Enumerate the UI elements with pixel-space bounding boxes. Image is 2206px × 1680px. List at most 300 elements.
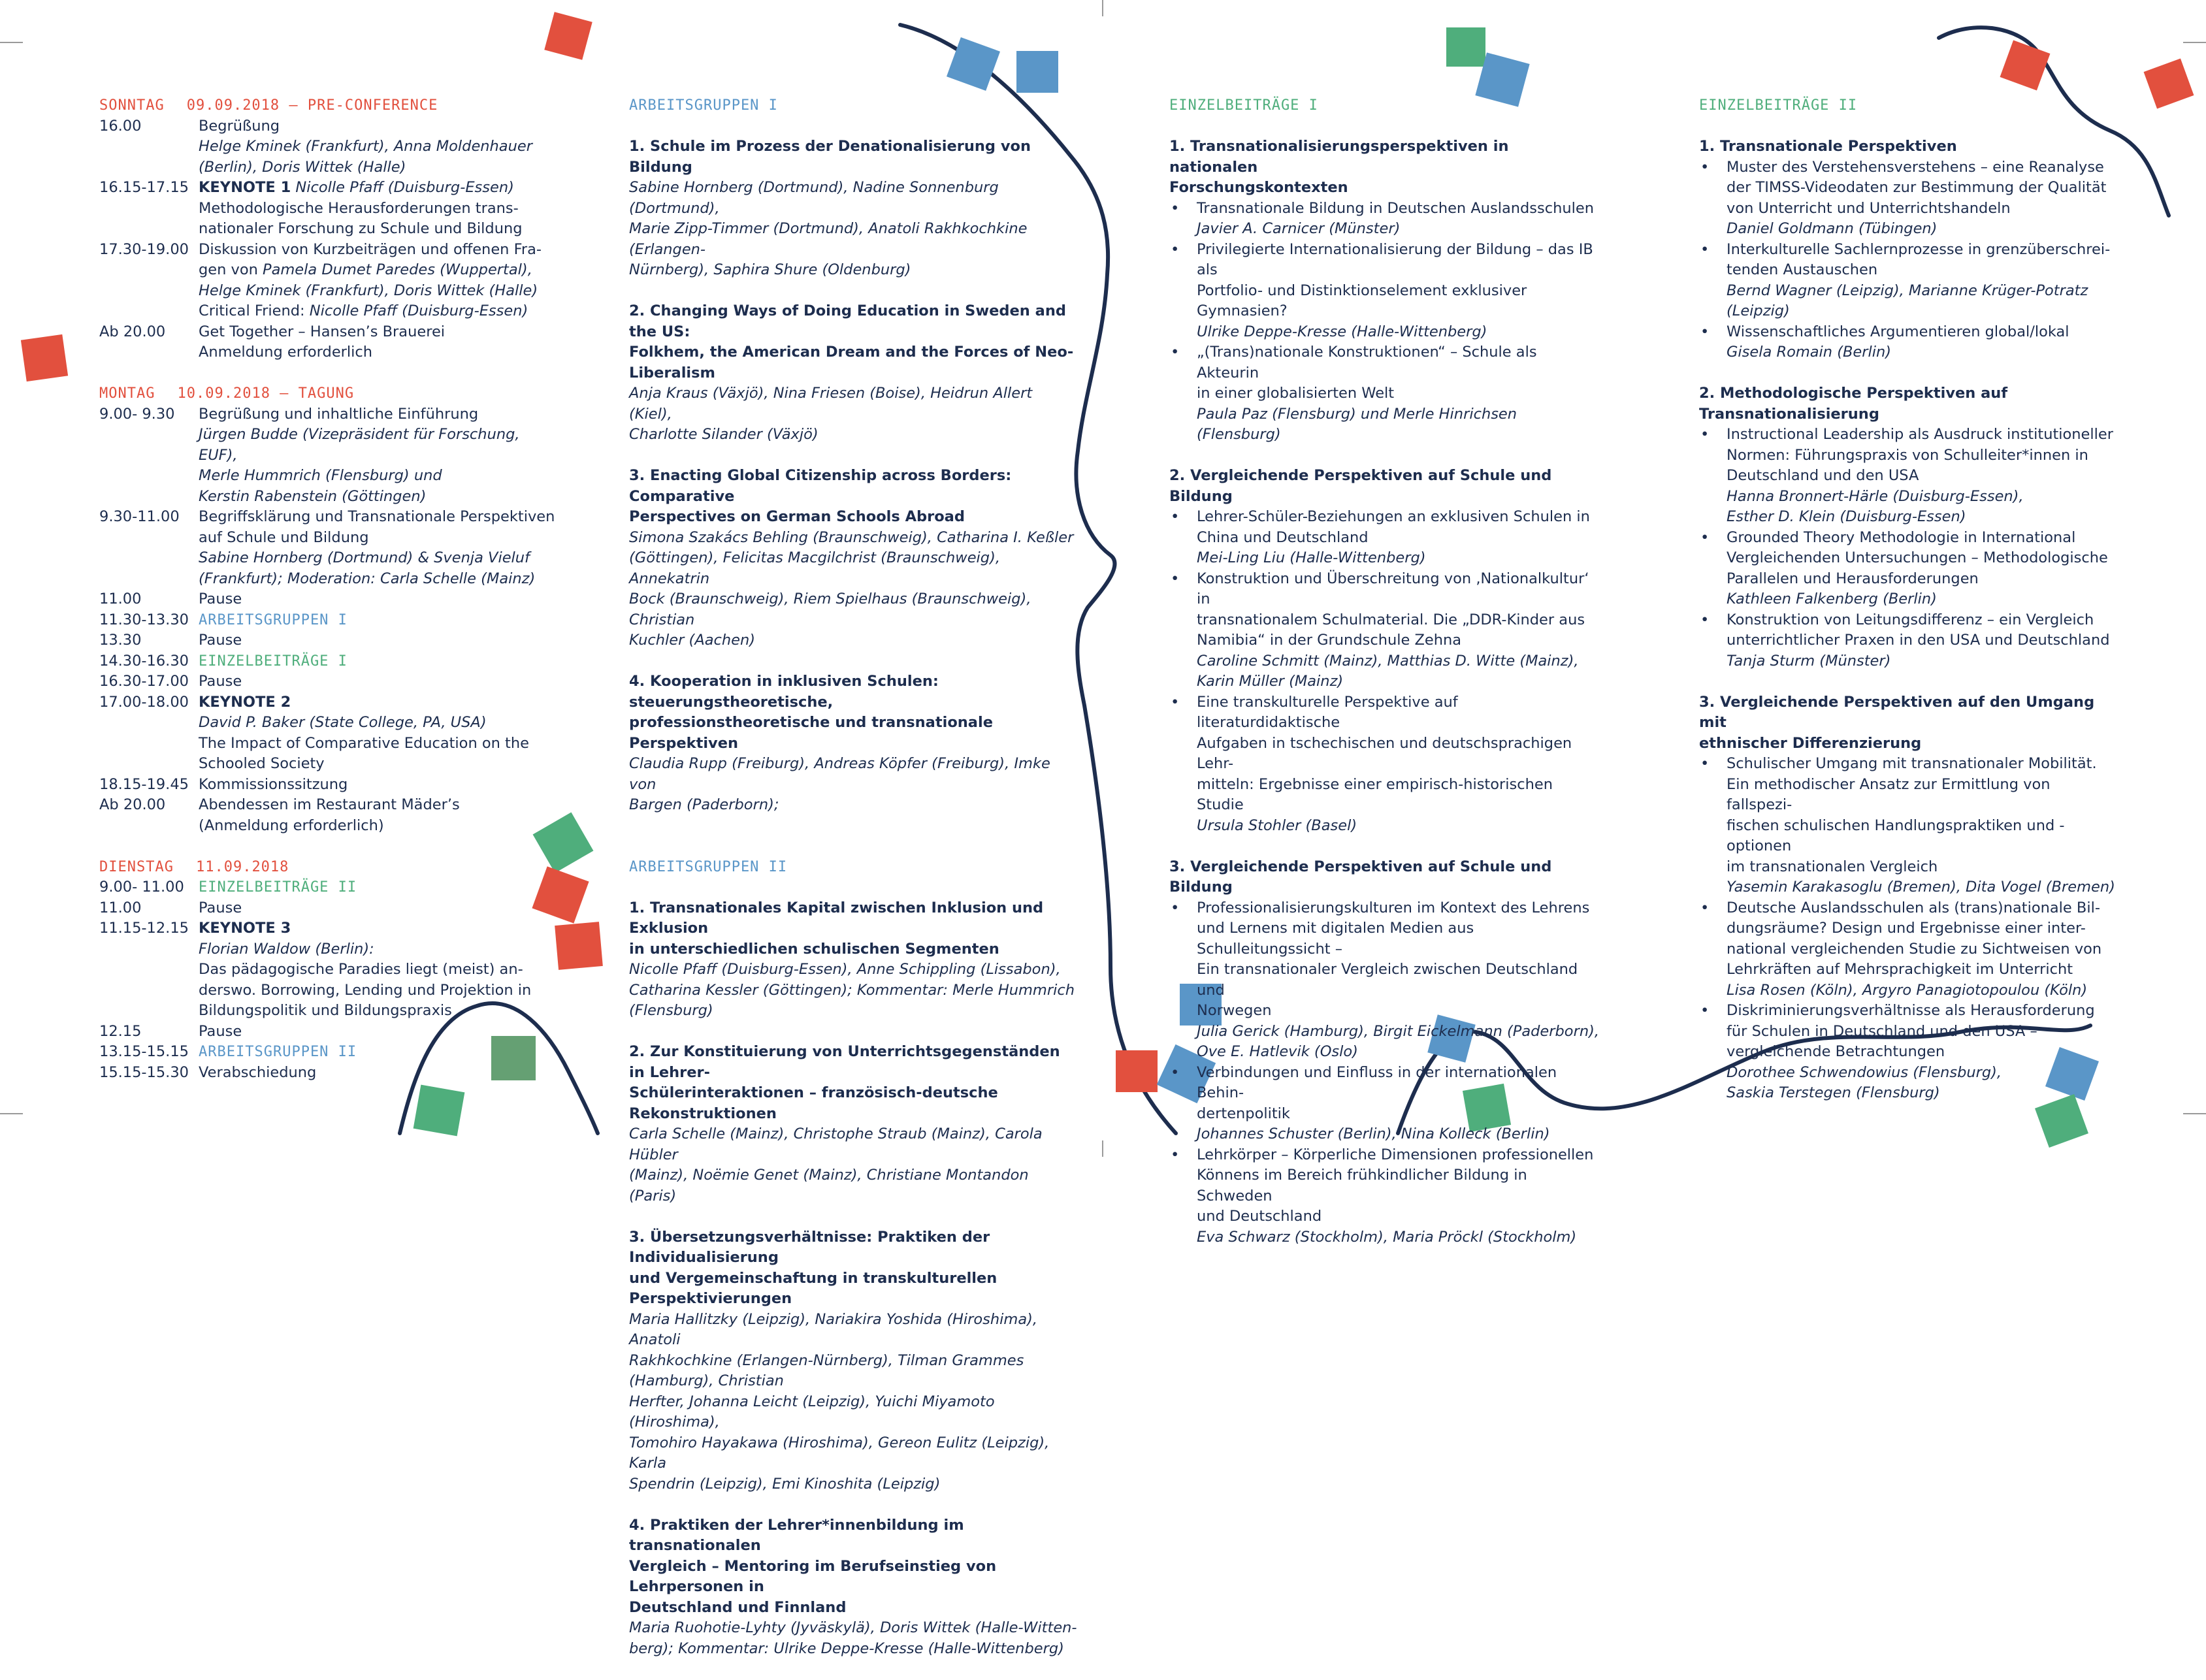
workgroup-authors: Marie Zipp-Timmer (Dortmund), Anatoli Rakhkochkine (Erlangen-: [629, 220, 1028, 258]
schedule-time: 13.15-15.15: [99, 1043, 189, 1060]
schedule-body: [199, 589, 557, 610]
workgroup-item: [629, 301, 1080, 445]
contribution-authors: Ursula Stohler (Basel): [1197, 816, 1357, 834]
schedule-row: [99, 322, 557, 363]
line-tail: Pamela Dumet Paredes (Wuppertal),: [263, 261, 532, 278]
line-text: gen von: [199, 261, 263, 278]
schedule-line: [199, 877, 557, 898]
schedule-row: [99, 507, 557, 589]
schedule-line: [199, 157, 557, 178]
contribution-title: • Konstruktion und Überschreitung von ‚Nationalkultur‘ in: [1197, 570, 1589, 607]
line-tail: Nicolle Pfaff (Duisburg-Essen): [291, 179, 514, 196]
schedule-row: [99, 692, 557, 775]
workgroup-title: 2. Changing Ways of Doing Education in Sweden and the US:: [629, 302, 1066, 340]
contribution-title: und Deutschland: [1197, 1208, 1322, 1225]
line-tail: Nicolle Pfaff (Duisburg-Essen): [309, 302, 528, 319]
workgroup-item: [629, 1515, 1080, 1660]
schedule-row: [99, 795, 557, 836]
line-text: ARBEITSGRUPPEN II: [199, 1044, 357, 1060]
line-text: Helge Kminek (Frankfurt), Doris Wittek (Halle): [199, 282, 538, 299]
schedule-body: [199, 775, 557, 796]
section-title: 2. Methodologische Perspektiven auf: [1699, 385, 2008, 402]
schedule-line: [199, 404, 557, 425]
contribution-title: • Schulischer Umgang mit transnationaler Mobilität.: [1727, 755, 2097, 772]
contribution-title: • Verbindungen und Einfluss in der internationalen Behin-: [1197, 1063, 1557, 1101]
schedule-row: [99, 630, 557, 651]
contribution-item: [1699, 610, 2117, 672]
schedule-line: [199, 199, 557, 219]
workgroup-authors: Bargen (Paderborn);: [629, 796, 779, 813]
line-text: (Anmeldung erforderlich): [199, 816, 384, 834]
contribution-title: • Lehrkörper – Körperliche Dimensionen professionellen: [1197, 1146, 1594, 1163]
contribution-authors: Johannes Schuster (Berlin), Nina Kolleck (Berlin): [1197, 1125, 1550, 1142]
contribution-title: • Wissenschaftliches Argumentieren global/lokal: [1727, 323, 2069, 340]
contribution-item: [1169, 240, 1600, 343]
contribution-title: der TIMSS-Videodaten zur Bestimmung der Qualität: [1727, 179, 2107, 196]
contribution-list: [1699, 754, 2117, 1104]
contribution-title: Parallelen und Herausforderungen: [1727, 570, 1979, 587]
contribution-title: • Muster des Verstehensverstehens – eine Reanalyse: [1727, 158, 2104, 176]
spacer: [99, 363, 557, 384]
schedule-line: [199, 630, 557, 651]
schedule-time: 17.00-18.00: [99, 693, 189, 711]
section-title: ethnischer Differenzierung: [1699, 734, 1922, 752]
workgroup-authors: Catharina Kessler (Göttingen); Kommentar: Merle Hummrich: [629, 981, 1075, 999]
contribution-item: [1699, 754, 2117, 898]
schedule-line: [199, 651, 557, 672]
line-text: Florian Waldow (Berlin):: [199, 940, 374, 958]
contribution-authors: Ove E. Hatlevik (Oslo): [1197, 1043, 1358, 1060]
schedule-time: 14.30-16.30: [99, 652, 189, 670]
day-date: 09.09.2018 – PRE-CONFERENCE: [186, 97, 438, 114]
contribution-title: China und Deutschland: [1197, 528, 1369, 546]
line-text: David P. Baker (State College, PA, USA): [199, 714, 487, 731]
workgroup-authors: Rakhkochkine (Erlangen-Nürnberg), Tilman Grammes (Hamburg), Christian: [629, 1351, 1024, 1389]
contribution-item: [1169, 507, 1600, 569]
contribution-title: • Deutsche Auslandsschulen als (trans)nationale Bil-: [1727, 899, 2100, 916]
schedule-line: [199, 589, 557, 610]
schedule-body: [199, 507, 557, 589]
schedule-row: [99, 671, 557, 692]
schedule-time: 9.30-11.00: [99, 508, 180, 525]
schedule-line: [199, 898, 557, 919]
workgroup-title: 3. Übersetzungsverhältnisse: Praktiken der Individualisierung: [629, 1228, 990, 1266]
contribution-authors: Gisela Romain (Berlin): [1727, 344, 1892, 361]
workgroup-authors: Bock (Braunschweig), Riem Spielhaus (Braunschweig), Christian: [629, 590, 1031, 628]
program-schedule: [99, 95, 557, 1083]
contribution-section: [1169, 137, 1600, 445]
line-text: Kommissionssitzung: [199, 775, 348, 793]
line-text: Merle Hummrich (Flensburg) und: [199, 467, 442, 484]
schedule-line: [199, 734, 557, 754]
line-text: (Frankfurt); Moderation: Carla Schelle (Mainz): [199, 570, 536, 587]
section-title: 3. Vergleichende Perspektiven auf den Umgang mit: [1699, 693, 2095, 731]
contribution-title: national vergleichenden Studie zu Sichtweisen von: [1727, 940, 2102, 958]
schedule-line: [199, 692, 557, 713]
contribution-title: Ein methodischer Ansatz zur Ermittlung von fallspezi-: [1727, 775, 2051, 813]
line-text: ARBEITSGRUPPEN I: [199, 611, 348, 628]
schedule-body: [199, 404, 557, 508]
day-label: MONTAG: [99, 385, 155, 402]
contribution-authors: Paula Paz (Flensburg) und Merle Hinrichsen (Flensburg): [1197, 405, 1517, 443]
contribution-section: [1169, 857, 1600, 1248]
contribution-item: [1169, 692, 1600, 837]
schedule-line: [199, 816, 557, 837]
contribution-item: [1169, 569, 1600, 692]
workgroup-title: und Vergemeinschaftung in transkulturellen Perspektivierungen: [629, 1269, 998, 1307]
day-header: [99, 95, 557, 116]
contribution-section: [1699, 383, 2117, 671]
contribution-title: von Unterricht und Unterrichtshandeln: [1727, 199, 2011, 217]
spacer: [99, 836, 557, 857]
contribution-item: [1699, 322, 2117, 363]
workgroup-title: 2. Zur Konstituierung von Unterrichtsgegenständen in Lehrer-: [629, 1043, 1060, 1081]
schedule-body: [199, 692, 557, 775]
workgroup-authors: Charlotte Silander (Växjö): [629, 426, 819, 443]
schedule-line: [199, 425, 557, 466]
workgroup-item: [629, 466, 1080, 651]
contribution-authors: Mei-Ling Liu (Halle-Wittenberg): [1197, 549, 1426, 566]
schedule-body: [199, 1042, 557, 1063]
line-text: Jürgen Budde (Vizepräsident für Forschung, EUF),: [199, 426, 520, 464]
schedule-line: [199, 795, 557, 816]
schedule-line: [199, 1063, 557, 1084]
contribution-title: für Schulen in Deutschland und den USA –: [1727, 1022, 2037, 1040]
line-text: Das pädagogische Paradies liegt (meist) an-: [199, 961, 523, 978]
schedule-body: [199, 630, 557, 651]
contribution-title: Lehrkräften auf Mehrsprachigkeit im Unterricht: [1727, 961, 2073, 978]
schedule-line: [199, 507, 557, 528]
schedule-line: [199, 116, 557, 137]
contribution-item: [1169, 1063, 1600, 1145]
line-text: Pause: [199, 590, 242, 607]
schedule-row: [99, 589, 557, 610]
schedule-body: [199, 877, 557, 898]
schedule-body: [199, 671, 557, 692]
contribution-item: [1699, 425, 2117, 528]
section-title: 1. Transnationale Perspektiven: [1699, 138, 1957, 155]
contribution-item: [1169, 1145, 1600, 1248]
contribution-title: • Professionalisierungskulturen im Kontext des Lehrens: [1197, 899, 1590, 916]
section-title: 2. Vergleichende Perspektiven auf Schule und Bildung: [1169, 467, 1552, 505]
contribution-authors: Saskia Terstegen (Flensburg): [1727, 1084, 1940, 1101]
contribution-title: • Privilegierte Internationalisierung der Bildung – das IB als: [1197, 240, 1593, 278]
schedule-line: [199, 939, 557, 960]
contribution-title: Namibia“ in der Grundschule Zehna: [1197, 632, 1462, 649]
line-text: KEYNOTE 1: [199, 179, 291, 196]
day-label: DIENSTAG: [99, 858, 174, 875]
schedule-time: 16.15-17.15: [99, 179, 189, 196]
schedule-line: [199, 775, 557, 796]
contribution-title: unterrichtlicher Praxen in den USA und Deutschland: [1727, 632, 2110, 649]
contribution-title: und Lernens mit digitalen Medien aus Schulleitungssicht –: [1197, 920, 1474, 958]
line-text: Pause: [199, 899, 242, 916]
contribution-title: • Transnationale Bildung in Deutschen Auslandsschulen: [1197, 199, 1594, 217]
workgroup-title: 4. Praktiken der Lehrer*innenbildung im transnationalen: [629, 1516, 964, 1554]
schedule-time: Ab 20.00: [99, 796, 166, 813]
contribution-authors: Hanna Bronnert-Härle (Duisburg-Essen),: [1727, 487, 2024, 505]
ag1-list: [629, 137, 1080, 816]
contribution-authors: Bernd Wagner (Leipzig), Marianne Krüger-Potratz (Leipzig): [1727, 282, 2088, 319]
schedule-body: [199, 240, 557, 322]
line-text: EINZELBEITRÄGE I: [199, 653, 348, 670]
line-text: Methodologische Herausforderungen trans-: [199, 199, 519, 217]
schedule-time: 16.00: [99, 117, 142, 135]
workgroup-authors: Nicolle Pfaff (Duisburg-Essen), Anne Schippling (Lissabon),: [629, 961, 1061, 978]
contribution-title: • „(Trans)nationale Konstruktionen“ – Schule als Akteurin: [1197, 344, 1537, 381]
contribution-item: [1699, 898, 2117, 1001]
contribution-title: • Lehrer-Schüler-Beziehungen an exklusiven Schulen in: [1197, 508, 1590, 525]
schedule-time: 18.15-19.45: [99, 775, 189, 793]
schedule-line: [199, 137, 557, 157]
schedule-line: [199, 528, 557, 549]
workgroup-title: professionstheoretische und transnationale Perspektiven: [629, 714, 993, 752]
contribution-item: [1169, 342, 1600, 445]
schedule-row: [99, 651, 557, 672]
workgroup-authors: Sabine Hornberg (Dortmund), Nadine Sonnenburg (Dortmund),: [629, 179, 999, 217]
schedule-line: [199, 1001, 557, 1022]
contribution-title: • Diskriminierungsverhältnisse als Herausforderung: [1727, 1002, 2095, 1019]
line-text: Diskussion von Kurzbeiträgen und offenen Fra-: [199, 240, 542, 258]
contribution-authors: Julia Gerick (Hamburg), Birgit Eickelmann (Paderborn),: [1197, 1022, 1600, 1040]
workgroup-authors: Maria Hallitzky (Leipzig), Nariakira Yoshida (Hiroshima), Anatoli: [629, 1310, 1038, 1348]
schedule-time: 17.30-19.00: [99, 240, 189, 258]
contribution-title: • Eine transkulturelle Perspektive auf literaturdidaktische: [1197, 693, 1458, 731]
day-date: 10.09.2018 – TAGUNG: [177, 385, 355, 402]
schedule-line: [199, 918, 557, 939]
workgroup-title: Perspectives on German Schools Abroad: [629, 508, 965, 525]
schedule-time: 11.15-12.15: [99, 920, 189, 937]
schedule-line: [199, 980, 557, 1001]
schedule-body: [199, 610, 557, 631]
schedule-body: [199, 898, 557, 919]
schedule-line: [199, 281, 557, 302]
workgroup-title: Folkhem, the American Dream and the Forces of Neo-Liberalism: [629, 344, 1074, 381]
contribution-item: [1699, 240, 2117, 322]
contribution-title: Normen: Führungspraxis von Schulleiter*innen in: [1727, 446, 2088, 464]
workgroup-title: in unterschiedlichen schulischen Segmenten: [629, 940, 999, 958]
workgroup-authors: Herfter, Johanna Leicht (Leipzig), Yuichi Miyamoto (Hiroshima),: [629, 1393, 995, 1430]
contribution-title: • Instructional Leadership als Ausdruck institutioneller: [1727, 426, 2113, 443]
line-text: Helge Kminek (Frankfurt), Anna Moldenhauer: [199, 138, 532, 155]
schedule-line: [199, 1022, 557, 1042]
schedule-body: [199, 1022, 557, 1042]
workgroup-authors: Carla Schelle (Mainz), Christophe Straub (Mainz), Carola Hübler: [629, 1125, 1043, 1163]
contribution-authors: Ulrike Deppe-Kresse (Halle-Wittenberg): [1197, 323, 1487, 340]
eb2-heading: EINZELBEITRÄGE II: [1699, 97, 1858, 114]
day-header: [99, 383, 557, 404]
ag2-heading: ARBEITSGRUPPEN II: [629, 858, 788, 875]
workgroup-authors: (Flensburg): [629, 1002, 713, 1019]
schedule-line: [199, 671, 557, 692]
contribution-authors: Tanja Sturm (Münster): [1727, 652, 1891, 670]
eb1-list: [1169, 137, 1600, 1248]
schedule-row: [99, 918, 557, 1022]
contribution-section: [1699, 692, 2117, 1104]
line-text: derswo. Borrowing, Lending und Projektion in: [199, 981, 532, 999]
eb2-list: [1699, 137, 2117, 1104]
workgroup-authors: Maria Ruohotie-Lyhty (Jyväskylä), Doris Wittek (Halle-Witten-: [629, 1619, 1077, 1636]
day-date: 11.09.2018: [195, 858, 289, 875]
eb1-heading: EINZELBEITRÄGE I: [1169, 97, 1318, 114]
day-header: [99, 857, 557, 878]
line-text: Sabine Hornberg (Dortmund) & Svenja Vieluf: [199, 549, 530, 566]
schedule-time: 9.00- 11.00: [99, 879, 184, 896]
contribution-title: Ein transnationaler Vergleich zwischen Deutschland und: [1197, 961, 1578, 999]
schedule-line: [199, 240, 557, 261]
workgroup-authors: Claudia Rupp (Freiburg), Andreas Köpfer (Freiburg), Imke von: [629, 755, 1050, 793]
schedule-line: [199, 178, 557, 199]
schedule-line: [199, 342, 557, 363]
schedule-row: [99, 116, 557, 178]
contribution-title: • Interkulturelle Sachlernprozesse in grenzüberschrei-: [1727, 240, 2111, 258]
einzelbeitraege-2-column: [1699, 95, 2117, 1124]
schedule-line: [199, 322, 557, 343]
line-text: Verabschiedung: [199, 1063, 317, 1081]
schedule-row: [99, 240, 557, 322]
contribution-item: [1699, 157, 2117, 240]
contribution-title: Portfolio- und Distinktionselement exklusiver Gymnasien?: [1197, 282, 1527, 319]
contribution-item: [1169, 199, 1600, 240]
section-title: 3. Vergleichende Perspektiven auf Schule und Bildung: [1169, 858, 1552, 896]
line-text: Kerstin Rabenstein (Göttingen): [199, 487, 427, 505]
schedule-line: [199, 713, 557, 734]
schedule-line: [199, 569, 557, 590]
contribution-authors: Yasemin Karakasoglu (Bremen), Dita Vogel (Bremen): [1727, 879, 2115, 896]
line-text: auf Schule und Bildung: [199, 528, 369, 546]
schedule-line: [199, 548, 557, 569]
schedule-time: 12.15: [99, 1022, 142, 1040]
workgroup-authors: berg); Kommentar: Ulrike Deppe-Kresse (Halle-Wittenberg): [629, 1640, 1064, 1657]
line-text: Critical Friend:: [199, 302, 310, 319]
workgroup-authors: Kuchler (Aachen): [629, 632, 756, 649]
contribution-title: Norwegen: [1197, 1002, 1272, 1019]
workgroup-title: Vergleich – Mentoring im Berufseinstieg von Lehrpersonen in: [629, 1557, 997, 1595]
schedule-time: 15.15-15.30: [99, 1063, 189, 1081]
contribution-title: vergleichende Betrachtungen: [1727, 1043, 1945, 1060]
workgroup-authors: Simona Szakács Behling (Braunschweig), Catharina I. Keßler: [629, 528, 1074, 546]
contribution-title: Aufgaben in tschechischen und deutschsprachigen Lehr-: [1197, 734, 1572, 772]
schedule-time: 11.30-13.30: [99, 611, 189, 628]
workgroup-title: 1. Schule im Prozess der Denationalisierung von Bildung: [629, 138, 1031, 176]
contribution-item: [1169, 898, 1600, 1063]
contribution-authors: Javier A. Carnicer (Münster): [1197, 220, 1401, 237]
section-title: 1. Transnationalisierungsperspektiven in nationalen: [1169, 138, 1509, 176]
schedule-row: [99, 178, 557, 240]
schedule-line: [199, 219, 557, 240]
schedule-row: [99, 1042, 557, 1063]
contribution-title: transnationalem Schulmaterial. Die „DDR-Kinder aus: [1197, 611, 1585, 628]
contribution-authors: Eva Schwarz (Stockholm), Maria Pröckl (Stockholm): [1197, 1228, 1577, 1246]
contribution-item: [1699, 1001, 2117, 1104]
line-text: Schooled Society: [199, 755, 325, 772]
line-text: Get Together – Hansen’s Brauerei: [199, 323, 446, 340]
line-text: The Impact of Comparative Education on the: [199, 734, 529, 752]
schedule-body: [199, 795, 557, 836]
contribution-title: in einer globalisierten Welt: [1197, 385, 1395, 402]
contribution-title: im transnationalen Vergleich: [1727, 858, 1938, 875]
schedule-line: [199, 960, 557, 980]
line-text: Begrüßung und inhaltliche Einführung: [199, 405, 479, 423]
schedule-row: [99, 1022, 557, 1042]
workgroup-authors: (Göttingen), Felicitas Macgilchrist (Braunschweig), Annekatrin: [629, 549, 1001, 587]
ag2-list: [629, 898, 1080, 1660]
schedule-body: [199, 1063, 557, 1084]
workgroup-item: [629, 1042, 1080, 1206]
schedule-time: 11.00: [99, 590, 142, 607]
workgroup-authors: Spendrin (Leipzig), Emi Kinoshita (Leipzig): [629, 1475, 941, 1493]
workgroup-authors: Anja Kraus (Växjö), Nina Friesen (Boise), Heidrun Allert (Kiel),: [629, 385, 1033, 423]
schedule-row: [99, 404, 557, 508]
contribution-list: [1169, 507, 1600, 836]
section-title: Forschungskontexten: [1169, 179, 1348, 196]
schedule-body: [199, 178, 557, 240]
line-text: Bildungspolitik und Bildungspraxis: [199, 1002, 452, 1019]
contribution-title: dungsräume? Design und Ergebnisse einer inter-: [1727, 920, 2086, 937]
einzelbeitraege-1-column: [1169, 95, 1600, 1268]
schedule-row: [99, 877, 557, 898]
contribution-authors: Dorothee Schwendowius (Flensburg),: [1727, 1063, 2002, 1081]
schedule-body: [199, 918, 557, 1022]
schedule-line: [199, 260, 557, 281]
schedule-row: [99, 610, 557, 631]
workgroup-item: [629, 1227, 1080, 1495]
contribution-title: fischen schulischen Handlungspraktiken und -optionen: [1727, 816, 2065, 854]
line-text: Abendessen im Restaurant Mäder’s: [199, 796, 460, 813]
line-text: KEYNOTE 3: [199, 920, 291, 937]
line-text: Begriffsklärung und Transnationale Perspektiven: [199, 508, 555, 525]
schedule-line: [199, 754, 557, 775]
workgroup-authors: (Mainz), Noëmie Genet (Mainz), Christiane Montandon (Paris): [629, 1167, 1029, 1204]
day-label: SONNTAG: [99, 97, 165, 114]
contribution-title: tenden Austauschen: [1727, 261, 1878, 278]
arbeitsgruppen-column: [629, 95, 1080, 1680]
workgroup-item: [629, 137, 1080, 281]
line-text: Begrüßung: [199, 117, 280, 135]
contribution-list: [1169, 199, 1600, 445]
line-text: Pause: [199, 1022, 242, 1040]
schedule-row: [99, 1063, 557, 1084]
workgroup-authors: Nürnberg), Saphira Shure (Oldenburg): [629, 261, 911, 278]
line-text: KEYNOTE 2: [199, 693, 291, 711]
workgroup-title: Deutschland und Finnland: [629, 1598, 847, 1616]
line-text: (Berlin), Doris Wittek (Halle): [199, 158, 406, 176]
contribution-title: mitteln: Ergebnisse einer empirisch-historischen Studie: [1197, 775, 1553, 813]
contribution-authors: Kathleen Falkenberg (Berlin): [1727, 590, 1937, 607]
section-title: Transnationalisierung: [1699, 405, 1879, 423]
workgroup-title: 3. Enacting Global Citizenship across Borders: Comparative: [629, 467, 1012, 505]
workgroup-item: [629, 898, 1080, 1022]
contribution-title: Deutschland und den USA: [1727, 467, 1919, 484]
contribution-authors: Esther D. Klein (Duisburg-Essen): [1727, 508, 1966, 525]
contribution-list: [1699, 425, 2117, 671]
schedule-time: 13.30: [99, 632, 142, 649]
contribution-authors: Lisa Rosen (Köln), Argyro Panagiotopoulou (Köln): [1727, 981, 2088, 999]
contribution-section: [1699, 137, 2117, 363]
schedule-body: [199, 651, 557, 672]
schedule-line: [199, 466, 557, 487]
schedule-body: [199, 116, 557, 178]
workgroup-item: [629, 671, 1080, 816]
line-text: nationaler Forschung zu Schule und Bildung: [199, 220, 523, 237]
schedule-time: 9.00- 9.30: [99, 405, 175, 423]
contribution-title: Könnens im Bereich frühkindlicher Bildung in Schweden: [1197, 1167, 1527, 1204]
contribution-title: Vergleichenden Untersuchungen – Methodologische: [1727, 549, 2108, 566]
line-text: Pause: [199, 632, 242, 649]
schedule-row: [99, 775, 557, 796]
contribution-section: [1169, 466, 1600, 836]
line-text: EINZELBEITRÄGE II: [199, 879, 357, 896]
